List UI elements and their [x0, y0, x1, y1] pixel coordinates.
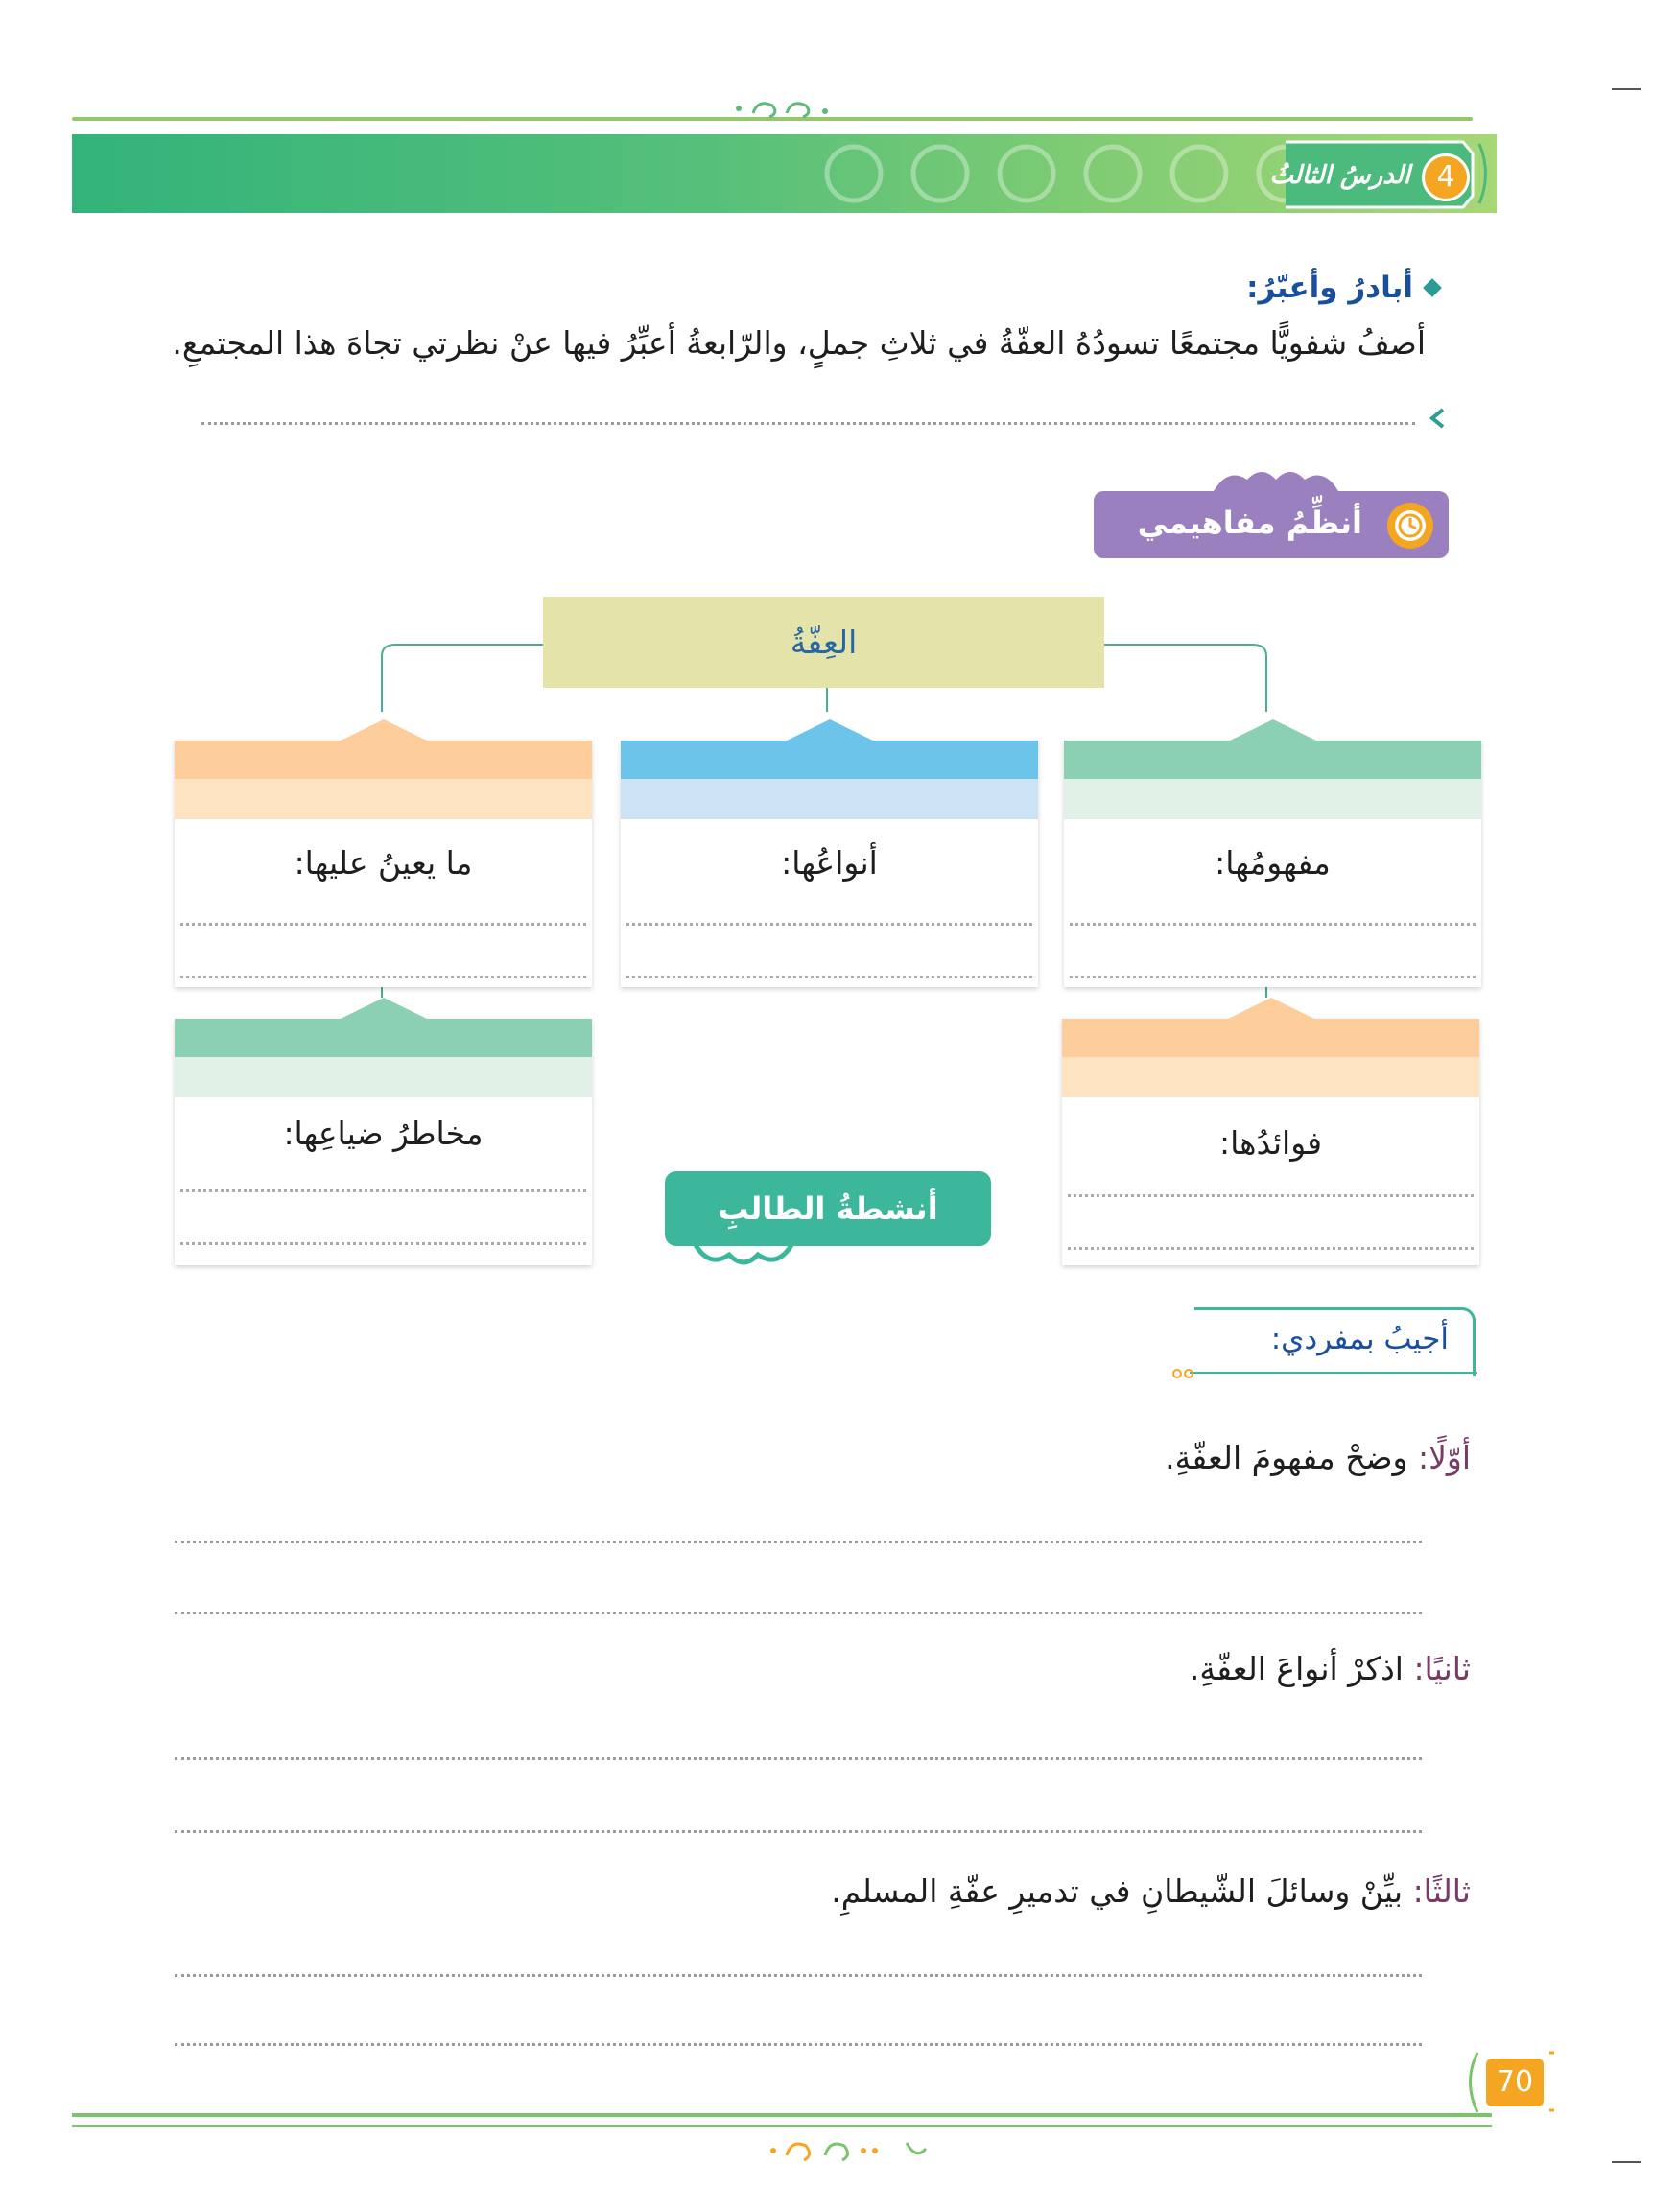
gear-clock-icon [1381, 497, 1439, 554]
question-text: وضحْ مفهومَ العفّةِ. [1165, 1439, 1418, 1476]
card-notch [1230, 719, 1316, 741]
header-ornament-icon [729, 94, 844, 123]
answer-frame-underline [1190, 1372, 1477, 1374]
answer-line[interactable] [180, 976, 586, 978]
card-notch [341, 719, 427, 741]
answer-line[interactable] [1070, 976, 1476, 978]
answer-line[interactable] [175, 1612, 1422, 1614]
card-band-bottom [1064, 779, 1481, 819]
concept-card-label: مفهومُها: [1215, 844, 1331, 882]
answer-individually-label: أجيبُ بمفردي: [1270, 1322, 1449, 1356]
initiate-instruction: أصفُ شفويًّا مجتمعًا تسودُهُ العفّةُ في ثلاثِ جملٍ، والرّابعةُ أعبِّرُ فيها عنْ نظرتي تجاهَ هذا المجتمعِ. [172, 324, 1426, 362]
card-band-bottom [175, 1057, 592, 1097]
card-notch [341, 998, 427, 1019]
footer-rule-thin [72, 2125, 1492, 2127]
question-text: بيِّنْ وسائلَ الشّيطانِ في تدميرِ عفّةِ المسلمِ. [831, 1872, 1413, 1910]
question-text: اذكرْ أنواعَ العفّةِ. [1189, 1650, 1414, 1687]
question-key: ثالثًا: [1412, 1872, 1471, 1910]
section-diamond-icon [1423, 278, 1442, 297]
answer-line[interactable] [201, 422, 1415, 425]
page-number: 70 [1486, 2059, 1544, 2106]
concept-card-definition [1064, 741, 1481, 987]
card-band-top [621, 741, 1038, 779]
card-band-bottom [1062, 1057, 1479, 1097]
concept-card-label: فوائدُها: [1218, 1124, 1323, 1162]
question-key: ثانيًا: [1413, 1650, 1471, 1687]
card-band-top [175, 1019, 592, 1057]
concept-card-helpers [175, 741, 592, 987]
card-notch [1228, 998, 1314, 1019]
organize-concepts-label: أنظِّمُ مفاهيمي [1137, 505, 1362, 541]
lesson-number-badge: 4 [1422, 153, 1470, 201]
answer-line[interactable] [180, 1242, 586, 1245]
margin-mark-top [1612, 88, 1641, 90]
card-band-top [1062, 1019, 1479, 1057]
answer-line[interactable] [175, 2043, 1422, 2046]
student-activities-badge: أنشطةُ الطالبِ [665, 1171, 991, 1246]
answer-line[interactable] [1068, 1194, 1474, 1197]
concept-card-types [621, 741, 1038, 987]
answer-line[interactable] [175, 1541, 1422, 1543]
question-2 [1190, 1650, 1471, 1687]
concept-card-risks [175, 1019, 592, 1265]
answer-line[interactable] [1070, 923, 1476, 926]
card-band-top [175, 741, 592, 779]
answer-line[interactable] [175, 1974, 1422, 1977]
margin-mark-bottom [1612, 2161, 1641, 2163]
answer-frame-dots-icon [1172, 1368, 1195, 1379]
card-notch [787, 719, 873, 741]
footer-ornament-icon [767, 2131, 940, 2170]
answer-line[interactable] [175, 1830, 1422, 1833]
answer-line[interactable] [180, 923, 586, 926]
activities-ornament-icon [686, 1241, 801, 1272]
question-3 [831, 1872, 1471, 1910]
answer-line[interactable] [175, 1757, 1422, 1760]
answer-arrow-icon [1429, 408, 1445, 429]
answer-line[interactable] [626, 923, 1032, 926]
concept-root-box: العِفّةُ [543, 597, 1104, 688]
section-heading-initiate: أبادرُ وأعبّرُ: [1246, 271, 1413, 305]
concept-card-label: ما يعينُ عليها: [294, 844, 473, 882]
card-band-bottom [175, 779, 592, 819]
card-band-bottom [621, 779, 1038, 819]
concept-card-label: مخاطرُ ضياعِها: [283, 1115, 484, 1152]
footer-rule [72, 2113, 1492, 2117]
lesson-title: الدرسُ الثالثُ [1269, 161, 1410, 190]
question-key: أوّلًا: [1417, 1439, 1471, 1476]
answer-line[interactable] [180, 1189, 586, 1192]
badge-crown-ornament-icon [1204, 462, 1348, 495]
concept-card-label: أنواعُها: [781, 844, 878, 882]
question-1 [1165, 1439, 1471, 1476]
concept-card-benefits [1062, 1019, 1479, 1265]
answer-line[interactable] [626, 976, 1032, 978]
card-band-top [1064, 741, 1481, 779]
answer-line[interactable] [1068, 1247, 1474, 1250]
